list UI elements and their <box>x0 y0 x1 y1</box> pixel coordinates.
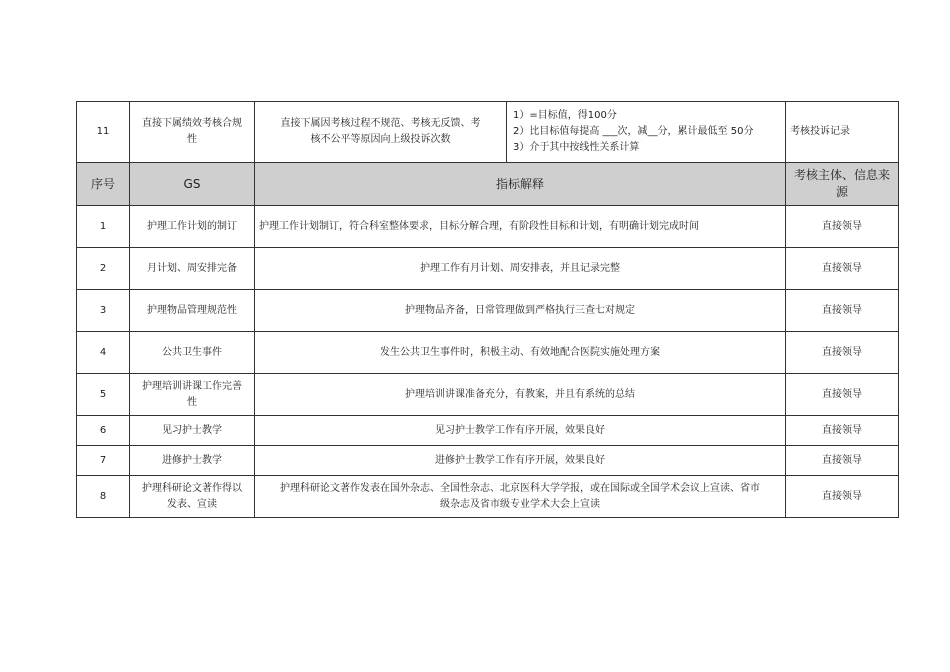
table-row <box>77 206 899 248</box>
cell-source: 直接领导 <box>786 332 899 374</box>
cell-source: 直接领导 <box>786 476 899 518</box>
header-explain: 指标解释 <box>255 163 786 206</box>
cell-no: 2 <box>77 248 130 290</box>
cell-source: 直接领导 <box>786 416 899 446</box>
cell-explain: 护理物品齐备，日常管理做到严格执行三查七对规定 <box>255 290 786 332</box>
rule-3: 3）介于其中按线性关系计算 <box>513 142 640 153</box>
cell-no: 3 <box>77 290 130 332</box>
cell-rules <box>507 102 786 163</box>
cell-no: 6 <box>77 416 130 446</box>
cell-gs: 公共卫生事件 <box>130 332 255 374</box>
cell-gs: 月计划、周安排完备 <box>130 248 255 290</box>
table-row <box>77 416 899 446</box>
cell-explain: 直接下属因考核过程不规范、考核无反馈、考核不公平等原因向上级投诉次数 <box>255 102 507 163</box>
rule-2: 2）比目标值每提高 ___次，减__分，累计最低至 50分 <box>513 126 754 137</box>
header-no: 序号 <box>77 163 130 206</box>
table-row <box>77 446 899 476</box>
cell-explain: 发生公共卫生事件时，积极主动、有效地配合医院实施处理方案 <box>255 332 786 374</box>
cell-source: 考核投诉记录 <box>786 102 899 163</box>
cell-gs: 进修护士教学 <box>130 446 255 476</box>
cell-explain: 见习护士教学工作有序开展，效果良好 <box>255 416 786 446</box>
cell-explain: 护理工作计划制订，符合科室整体要求，目标分解合理，有阶段性目标和计划，有明确计划完成时间 <box>255 206 786 248</box>
kpi-table <box>76 101 899 518</box>
cell-no: 8 <box>77 476 130 518</box>
header-row <box>77 163 899 206</box>
cell-gs: 见习护士教学 <box>130 416 255 446</box>
cell-gs: 护理科研论文著作得以发表、宣读 <box>130 476 255 518</box>
header-gs: GS <box>130 163 255 206</box>
cell-explain: 进修护士教学工作有序开展，效果良好 <box>255 446 786 476</box>
cell-source: 直接领导 <box>786 290 899 332</box>
cell-no: 4 <box>77 332 130 374</box>
table-row <box>77 248 899 290</box>
cell-gs: 直接下属绩效考核合规性 <box>130 102 255 163</box>
cell-source: 直接领导 <box>786 446 899 476</box>
cell-explain: 护理工作有月计划、周安排表，并且记录完整 <box>255 248 786 290</box>
cell-explain: 护理科研论文著作发表在国外杂志、全国性杂志、北京医科大学学报，或在国际或全国学术会议上宣读、省市级杂志及省市级专业学术大会上宣读 <box>255 476 786 518</box>
table-row <box>77 290 899 332</box>
cell-source: 直接领导 <box>786 206 899 248</box>
header-source: 考核主体、信息来源 <box>786 163 899 206</box>
cell-source: 直接领导 <box>786 374 899 416</box>
cell-source: 直接领导 <box>786 248 899 290</box>
cell-no: 1 <box>77 206 130 248</box>
table-row <box>77 102 899 163</box>
cell-no: 7 <box>77 446 130 476</box>
cell-gs: 护理物品管理规范性 <box>130 290 255 332</box>
cell-no: 5 <box>77 374 130 416</box>
cell-gs: 护理工作计划的制订 <box>130 206 255 248</box>
cell-gs: 护理培训讲课工作完善性 <box>130 374 255 416</box>
table-row <box>77 332 899 374</box>
cell-explain: 护理培训讲课准备充分，有教案，并且有系统的总结 <box>255 374 786 416</box>
table-row <box>77 476 899 518</box>
table-row <box>77 374 899 416</box>
rule-1: 1）=目标值，得100分 <box>513 110 617 121</box>
cell-no: 11 <box>77 102 130 163</box>
